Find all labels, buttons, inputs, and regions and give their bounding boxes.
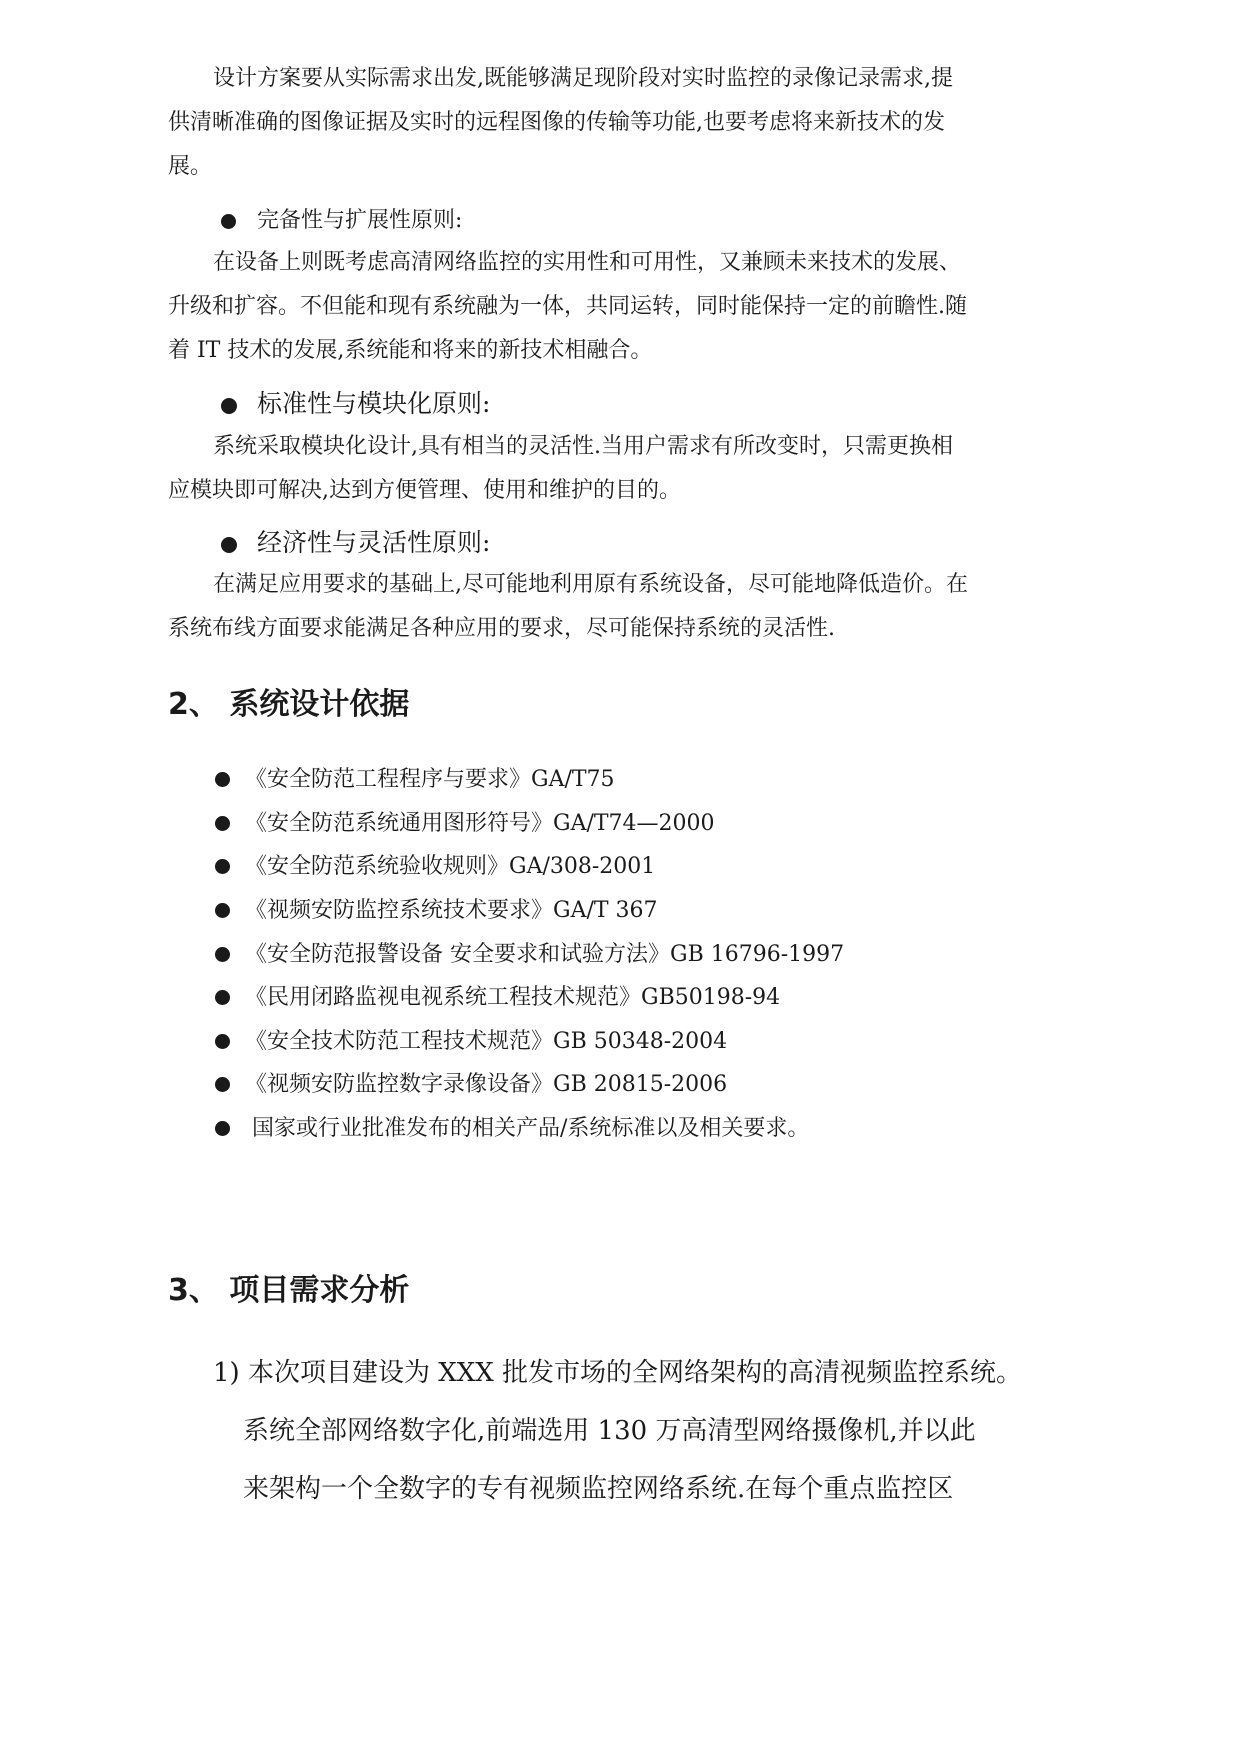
bullet-icon: [221, 398, 237, 414]
principle-2-line-1: 系统采取模块化设计,具有相当的灵活性.当用户需求有所改变时，只需更换相: [213, 434, 953, 459]
standard-item: 《安全防范系统验收规则》GA/308-2001: [245, 854, 656, 879]
bullet-icon: [215, 772, 230, 787]
principle-1-line-1: 在设备上则既考虑高清网络监控的实用性和可用性，又兼顾未来技术的发展、: [213, 250, 962, 275]
bullet-icon: [215, 990, 230, 1005]
principle-3-line-2: 系统布线方面要求能满足各种应用的要求，尽可能保持系统的灵活性.: [168, 616, 835, 641]
standard-item: 《民用闭路监视电视系统工程技术规范》GB50198-94: [245, 985, 781, 1010]
intro-line-2: 供清晰准确的图像证据及实时的远程图像的传输等功能,也要考虑将来新技术的发: [168, 110, 945, 135]
section-2-heading: 2、 系统设计依据: [168, 687, 410, 722]
bullet-icon: [215, 1121, 230, 1136]
standard-item: 《安全技术防范工程技术规范》GB 50348-2004: [245, 1029, 728, 1054]
principle-3-line-1: 在满足应用要求的基础上,尽可能地利用原有系统设备，尽可能地降低造价。在: [213, 572, 968, 597]
standard-item: 《安全防范工程程序与要求》GA/T75: [245, 767, 615, 792]
standard-item: 《安全防范系统通用图形符号》GA/T74—2000: [245, 811, 715, 836]
standard-item: 《安全防范报警设备 安全要求和试验方法》GB 16796-1997: [245, 942, 845, 967]
principle-3-title: 经济性与灵活性原则:: [257, 528, 491, 557]
bullet-icon: [215, 947, 230, 962]
principle-2-title: 标准性与模块化原则:: [257, 389, 491, 418]
section-3-heading: 3、 项目需求分析: [168, 1273, 410, 1308]
principle-2-line-2: 应模块即可解决,达到方便管理、使用和维护的目的。: [168, 478, 681, 503]
intro-line-3: 展。: [168, 154, 213, 179]
section-3-line-2: 系统全部网络数字化,前端选用 130 万高清型网络摄像机,并以此: [243, 1416, 976, 1446]
section-3-line-3: 来架构一个全数字的专有视频监控网络系统.在每个重点监控区: [243, 1474, 954, 1504]
section-3-line-1: 1) 本次项目建设为 XXX 批发市场的全网络架构的高清视频监控系统。: [213, 1358, 1023, 1388]
intro-line-1: 设计方案要从实际需求出发,既能够满足现阶段对实时监控的录像记录需求,提: [213, 66, 953, 91]
principle-1-line-3: 着 IT 技术的发展,系统能和将来的新技术相融合。: [168, 338, 653, 363]
bullet-icon: [215, 903, 230, 918]
bullet-icon: [215, 859, 230, 874]
bullet-icon: [215, 1077, 230, 1092]
standard-item: 《视频安防监控数字录像设备》GB 20815-2006: [245, 1072, 728, 1097]
principle-1-line-2: 升级和扩容。不但能和现有系统融为一体，共同运转，同时能保持一定的前瞻性.随: [168, 294, 967, 319]
bullet-icon: [221, 537, 237, 553]
standard-item: 《视频安防监控系统技术要求》GA/T 367: [245, 898, 658, 923]
standard-item: 国家或行业批准发布的相关产品/系统标准以及相关要求。: [252, 1116, 810, 1141]
bullet-icon: [221, 214, 236, 229]
principle-1-title: 完备性与扩展性原则:: [257, 208, 463, 233]
bullet-icon: [215, 1034, 230, 1049]
bullet-icon: [215, 816, 230, 831]
